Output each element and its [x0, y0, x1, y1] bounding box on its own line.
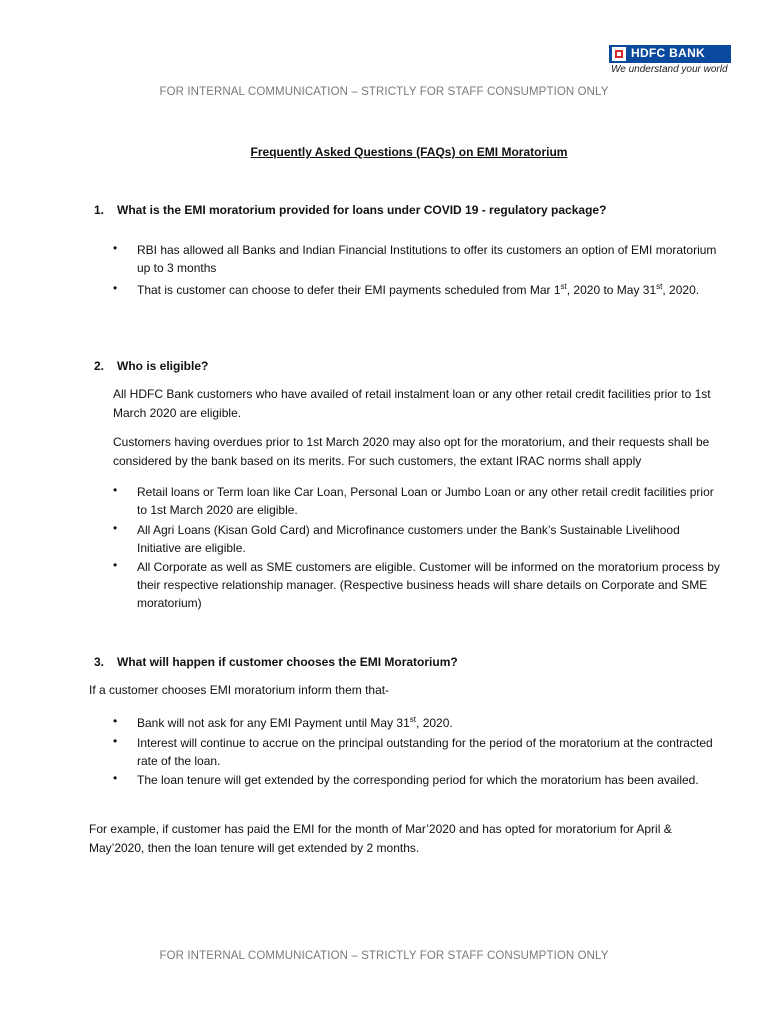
- question-number: 3.: [94, 655, 105, 669]
- question-number: 1.: [94, 203, 105, 217]
- bullet-text: Retail loans or Term loan like Car Loan, Personal Loan or Jumbo Loan or any other retail credit facilities prior to 1st March 2020 are eligible.: [137, 485, 714, 517]
- bullet-text: All Corporate as well as SME customers are eligible. Customer will be informed on the moratorium process by their respective relationship manager. (Respective business heads will share details on Corporate and SME moratorium): [137, 560, 720, 610]
- bullet-icon: •: [113, 734, 118, 748]
- example-paragraph: For example, if customer has paid the EMI for the month of Mar’2020 and has opted for moratorium for April & May’2020, then the loan tenure will get extended by 2 months.: [89, 822, 672, 855]
- bullet-icon: •: [113, 521, 118, 535]
- eligibility-paragraph: All HDFC Bank customers who have availed of retail instalment loan or any other retail credit facilities prior to 1st March 2020 are eligible.: [113, 387, 711, 420]
- bullet-text: RBI has allowed all Banks and Indian Financial Institutions to offer its customers an option of EMI moratorium up to 3 months: [137, 243, 717, 275]
- logo-tagline: We understand your world: [611, 64, 728, 75]
- question-number: 2.: [94, 359, 105, 373]
- footer-banner: FOR INTERNAL COMMUNICATION – STRICTLY FOR STAFF CONSUMPTION ONLY: [159, 950, 609, 962]
- header-banner: FOR INTERNAL COMMUNICATION – STRICTLY FOR STAFF CONSUMPTION ONLY: [159, 86, 609, 98]
- logo-brand-name: HDFC BANK: [631, 46, 706, 60]
- hdfc-bank-logo: [609, 45, 731, 79]
- question-1: [94, 203, 714, 221]
- moratorium-intro: If a customer chooses EMI moratorium inform them that-: [89, 683, 390, 697]
- question-3: [94, 655, 714, 673]
- question-text: What will happen if customer chooses the EMI Moratorium?: [117, 655, 458, 669]
- bullet-icon: •: [113, 241, 118, 255]
- bullet-icon: •: [113, 281, 118, 295]
- bullet-text: Interest will continue to accrue on the principal outstanding for the period of the moratorium at the contracted rate of the loan.: [137, 736, 713, 768]
- question-2: [94, 359, 714, 377]
- bullet-icon: •: [113, 483, 118, 497]
- overdue-paragraph: Customers having overdues prior to 1st March 2020 may also opt for the moratorium, and their requests shall be considered by the bank based on its merits. For such customers, the extant IRAC norms shall apply: [113, 435, 710, 468]
- bullet-text: The loan tenure will get extended by the corresponding period for which the moratorium has been availed.: [137, 773, 699, 787]
- bullet-icon: •: [113, 714, 118, 728]
- hdfc-logo-icon: [612, 47, 626, 61]
- bullet-icon: •: [113, 771, 118, 785]
- question-text: What is the EMI moratorium provided for loans under COVID 19 - regulatory package?: [117, 203, 607, 217]
- bullet-icon: •: [113, 558, 118, 572]
- bullet-text: Bank will not ask for any EMI Payment until May 31st, 2020.: [137, 715, 453, 730]
- question-text: Who is eligible?: [117, 359, 209, 373]
- bullet-text: That is customer can choose to defer their EMI payments scheduled from Mar 1st, 2020 to May 31st, 2020.: [137, 282, 700, 297]
- document-title: Frequently Asked Questions (FAQs) on EMI Moratorium: [250, 145, 568, 159]
- bullet-text: All Agri Loans (Kisan Gold Card) and Microfinance customers under the Bank’s Sustainable Livelihood Initiative are eligible.: [137, 523, 680, 555]
- logo-bar: [609, 45, 731, 63]
